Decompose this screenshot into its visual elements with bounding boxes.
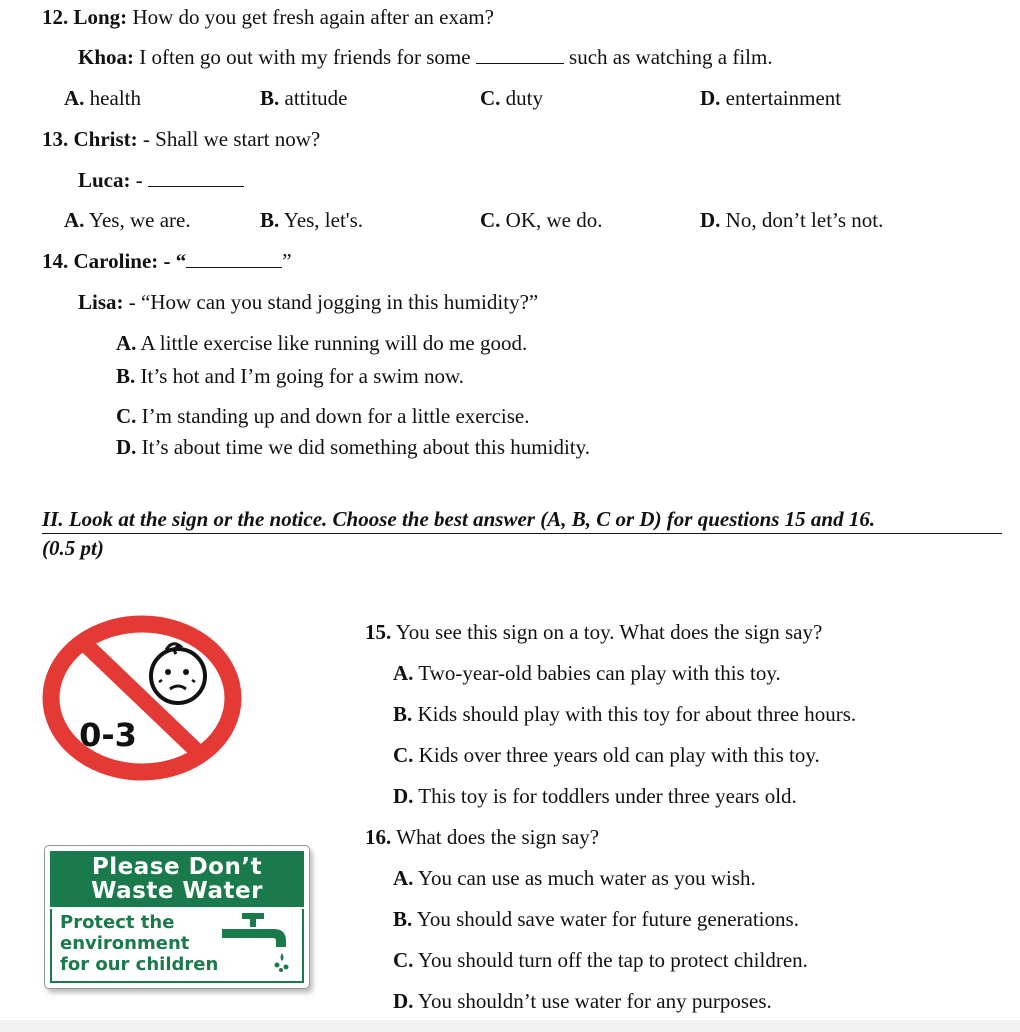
q12-speaker1: Long: [73,5,128,29]
option-text: Kids should play with this toy for about three hours. [417,702,857,726]
option-letter: D. [393,989,414,1013]
q16-option-b[interactable] [393,906,799,932]
q13-blank [148,168,244,187]
q14-blank [186,249,282,268]
option-letter: C. [393,948,414,972]
q12-option-b[interactable] [260,85,348,111]
option-text: health [89,86,141,110]
option-letter: A. [116,331,137,355]
option-text: I’m standing up and down for a little exercise. [141,404,530,428]
q15-question: You see this sign on a toy. What does the sign say? [395,620,823,644]
section-title: II. Look at the sign or the notice. Choose the best answer (A, B, C or D) for questions 15 and 16. [42,505,1002,534]
sign-body-line1: Protect the [60,912,175,933]
option-text: Kids over three years old can play with this toy. [418,743,820,767]
q16-option-c[interactable] [393,947,808,973]
q12-response [78,44,773,70]
section-points: (0.5 pt) [42,536,104,560]
sign-body-line2: environment [60,933,190,954]
section-heading [42,505,1004,562]
option-text: A little exercise like running will do me good. [140,331,528,355]
option-letter: B. [393,907,413,931]
option-text: Yes, let's. [283,208,364,232]
option-text: It’s about time we did something about this humidity. [141,435,591,459]
q14-option-a[interactable] [116,330,527,356]
option-text: It’s hot and I’m going for a swim now. [140,364,465,388]
q13-speaker1: Christ: [73,127,138,151]
option-letter: A. [393,661,414,685]
option-letter: B. [260,86,280,110]
q14-prompt [42,248,292,274]
option-text: You should turn off the tap to protect children. [417,948,808,972]
q12-line2b: such as watching a film. [569,45,773,69]
sign-title-line2: Waste Water [91,878,263,904]
option-letter: D. [116,435,137,459]
q12-option-d[interactable] [700,85,841,111]
sign-header [50,851,304,907]
option-text: You should save water for future generations. [416,907,799,931]
save-water-sign [44,845,310,989]
q15-option-c[interactable] [393,742,820,768]
q14-speaker1: Caroline: [73,249,159,273]
option-letter: A. [393,866,414,890]
q15-prompt [365,619,822,645]
sign-body [50,909,304,983]
option-text: You can use as much water as you wish. [417,866,756,890]
option-text: No, don’t let’s not. [725,208,884,232]
option-text: Two-year-old babies can play with this toy. [418,661,781,685]
q15-number: 15. [365,620,392,644]
q14-response [78,289,538,315]
q13-option-d[interactable] [700,207,883,233]
q13-option-c[interactable] [480,207,603,233]
q13-speaker2: Luca: [78,168,131,192]
q15-option-d[interactable] [393,783,797,809]
option-text: OK, we do. [505,208,603,232]
q12-line1: How do you get fresh again after an exam? [132,5,494,29]
q12-blank [476,45,564,64]
q14-open-quote: - “ [163,249,187,273]
q14-option-c[interactable] [116,403,529,429]
q12-option-c[interactable] [480,85,543,111]
option-letter: A. [64,208,85,232]
water-tap-icon [220,911,294,973]
q12-line2a: I often go out with my friends for some [139,45,471,69]
q14-option-b[interactable] [116,363,464,389]
page-bottom-strip [0,1020,1020,1032]
option-letter: D. [700,208,721,232]
q16-option-a[interactable] [393,865,756,891]
q12-number: 12. [42,5,69,29]
q12-speaker2: Khoa: [78,45,135,69]
q13-number: 13. [42,127,69,151]
option-letter: C. [480,208,501,232]
option-text: attitude [284,86,348,110]
q16-question: What does the sign say? [396,825,600,849]
option-letter: D. [393,784,414,808]
q12-option-a[interactable] [64,85,141,111]
sign-title-line1: Please Don’t [91,854,263,880]
option-text: This toy is for toddlers under three years old. [418,784,797,808]
q13-line2: - [135,168,143,192]
q13-line1: - Shall we start now? [142,127,321,151]
option-letter: C. [116,404,137,428]
option-text: entertainment [725,86,842,110]
option-letter: C. [393,743,414,767]
q13-option-a[interactable] [64,207,191,233]
q13-prompt [42,126,320,152]
q16-prompt [365,824,599,850]
option-letter: D. [700,86,721,110]
q14-number: 14. [42,249,69,273]
q15-option-b[interactable] [393,701,856,727]
no-under-three-sign [40,614,246,784]
q16-number: 16. [365,825,392,849]
q16-option-d[interactable] [393,988,772,1014]
age-label: 0-3 [79,716,137,754]
option-letter: B. [393,702,413,726]
q15-option-a[interactable] [393,660,781,686]
option-text: Yes, we are. [88,208,191,232]
q14-speaker2: Lisa: [78,290,124,314]
q14-close-quote: ” [282,249,292,273]
option-letter: B. [260,208,280,232]
option-letter: A. [64,86,85,110]
q13-response [78,167,244,193]
q13-option-b[interactable] [260,207,363,233]
option-letter: C. [480,86,501,110]
q14-line2: - “How can you stand jogging in this humidity?” [128,290,539,314]
option-letter: B. [116,364,136,388]
sign-body-line3: for our children [60,954,219,975]
option-text: You shouldn’t use water for any purposes. [417,989,772,1013]
q12-prompt [42,4,494,30]
option-text: duty [505,86,544,110]
q14-option-d[interactable] [116,434,590,460]
